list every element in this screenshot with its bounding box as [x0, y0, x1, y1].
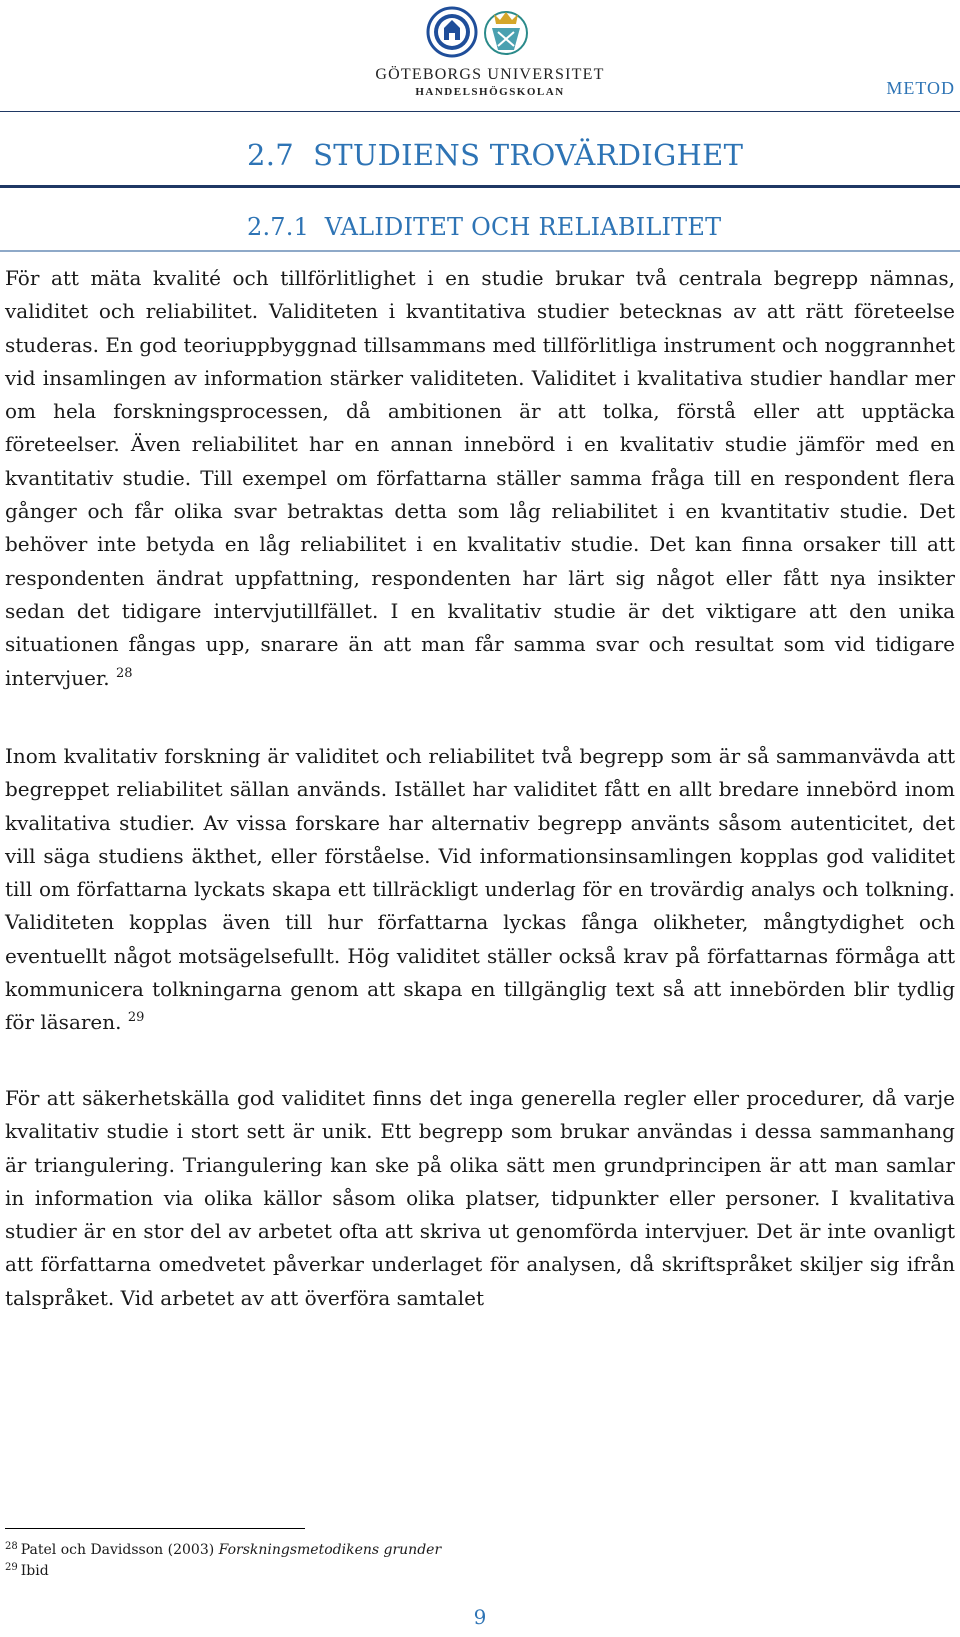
section-title: STUDIENS TROVÄRDIGHET — [313, 138, 744, 172]
footnote-book-title: Forskningsmetodikens grunder — [218, 1542, 442, 1558]
section-heading-rule — [0, 185, 960, 188]
paragraph-1 — [5, 262, 955, 695]
school-seal-icon — [480, 6, 532, 58]
school-name: HANDELSHÖGSKOLAN — [415, 86, 565, 98]
page-number: 9 — [473, 1605, 487, 1629]
footnote-separator — [5, 1528, 305, 1529]
subsection-heading — [247, 213, 721, 241]
section-heading — [247, 138, 743, 172]
footnote-29 — [5, 1562, 49, 1579]
footnote-number: 29 — [5, 1562, 18, 1573]
footnote-text: Ibid — [20, 1563, 49, 1579]
subsection-title: VALIDITET OCH RELIABILITET — [324, 213, 722, 241]
section-label: METOD — [886, 78, 955, 98]
paragraph-3 — [5, 1082, 955, 1315]
footnote-text: Patel och Davidsson (2003) — [20, 1542, 219, 1558]
paragraph-1-text: För att mäta kvalité och tillförlitlighet i en studie brukar två centrala begrepp nämnas, validitet och reliabilitet. Validiteten i kvantitativa studier betecknas av att rätt företeelse studeras. En god teoriuppbyggnad tillsammans med tillförlitliga instrument och noggrannhet vid insamlingen av information stärker validiteten. Validitet i kvalitativa studier handlar mer om hela forskningsprocessen, då ambitionen är att tolka, förstå eller att upptäcka företeelser. Även reliabilitet har en annan innebörd i en kvalitativ studie jämför med en kvantitativ studie. Till exempel om författarna ställer samma fråga till en respondent flera gånger och får olika svar betraktas detta som låg reliabilitet i en kvantitativ studie. Det behöver inte betyda en låg reliabilitet i en kvalitativ studie. Det kan finna orsaker till att respondenten ändrat uppfattning, respondenten har lärt sig något eller fått nya insikter sedan det tidigare intervjutillfället. I en kvalitativ studie är det viktigare att den unika situationen fångas upp, snarare än att man får samma svar och resultat som vid tidigare intervjuer. — [5, 266, 955, 690]
footnote-number: 28 — [5, 1541, 18, 1552]
subsection-number: 2.7.1 — [247, 213, 310, 241]
section-number: 2.7 — [247, 138, 295, 172]
footnote-ref-29[interactable]: 29 — [127, 1010, 145, 1026]
footnote-28 — [5, 1541, 441, 1558]
university-seal-icon — [426, 6, 478, 58]
subsection-heading-rule — [0, 250, 960, 252]
university-logo — [370, 6, 610, 102]
university-name: GÖTEBORGS UNIVERSITET — [375, 66, 605, 83]
header-divider — [0, 111, 960, 112]
footnote-ref-28[interactable]: 28 — [116, 665, 133, 681]
paragraph-3-text: För att säkerhetskälla god validitet finns det inga generella regler eller procedurer, då varje kvalitativ studie i stort sett är unik. Ett begrepp som brukar användas i dessa sammanhang är triangulering. Triangulering kan ske på olika sätt men grundprincipen är att man samlar in information via olika källor såsom olika platser, tidpunkter eller personer. I kvalitativa studier är en stor del av arbetet ofta att skriva ut genomförda intervjuer. Det är inte ovanligt att författarna omedvetet påverkar underlaget för analysen, då skriftspråket skiljer sig ifrån talspråket. Vid arbetet av att överföra samtalet — [5, 1086, 955, 1310]
paragraph-2-text: Inom kvalitativ forskning är validitet och reliabilitet två begrepp som är så sammanvävda att begreppet reliabilitet sällan används. Istället har validitet fått en allt bredare innebörd inom kvalitativa studier. Av vissa forskare har alternativ begrepp använts såsom autenticitet, det vill säga studiens äkthet, eller förståelse. Vid informationsinsamlingen kopplas god validitet till om författarna lyckats skapa ett tillräckligt underlag för en trovärdig analys och tolkning. Validiteten kopplas även till hur författarna lyckas fånga olikheter, mångtydighet och eventuellt något motsägelsefullt. Hög validitet ställer också krav på författarnas förmåga att kommunicera tolkningarna genom att skapa en tillgänglig text så att innebörden blir tydlig för läsaren. — [5, 744, 955, 1035]
paragraph-2 — [5, 740, 955, 1040]
